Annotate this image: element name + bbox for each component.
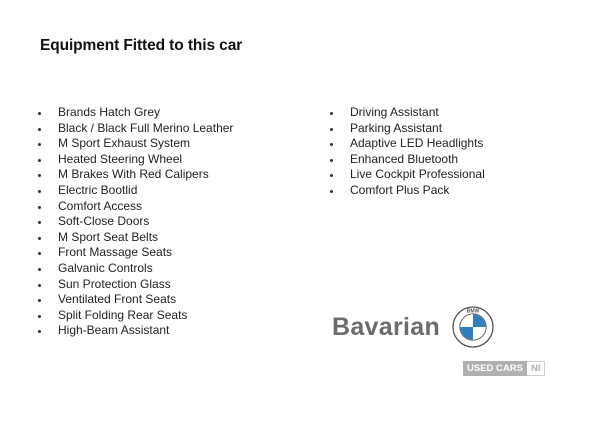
equipment-item: Comfort Access <box>38 199 233 215</box>
badge-label: USED CARS <box>463 361 527 376</box>
equipment-item: Electric Bootlid <box>38 183 233 199</box>
dealer-wordmark: Bavarian <box>332 312 441 341</box>
equipment-item: Enhanced Bluetooth <box>330 152 485 168</box>
equipment-item: Heated Steering Wheel <box>38 152 233 168</box>
equipment-item: High-Beam Assistant <box>38 323 233 339</box>
bmw-roundel-icon <box>452 306 494 348</box>
dealer-logo <box>332 306 494 348</box>
page-title: Equipment Fitted to this car <box>40 37 243 54</box>
equipment-item: Front Massage Seats <box>38 245 233 261</box>
equipment-list-right <box>330 105 485 199</box>
equipment-item: Split Folding Rear Seats <box>38 308 233 324</box>
equipment-item: Brands Hatch Grey <box>38 105 233 121</box>
equipment-list-left <box>38 105 233 339</box>
equipment-item: Parking Assistant <box>330 121 485 137</box>
equipment-item: Adaptive LED Headlights <box>330 136 485 152</box>
equipment-item: Black / Black Full Merino Leather <box>38 121 233 137</box>
equipment-item: Soft-Close Doors <box>38 214 233 230</box>
equipment-item: M Sport Exhaust System <box>38 136 233 152</box>
equipment-item: Comfort Plus Pack <box>330 183 485 199</box>
used-cars-badge <box>463 361 545 376</box>
equipment-item: Live Cockpit Professional <box>330 167 485 183</box>
roundel-letters: BMW <box>466 308 480 315</box>
equipment-item: Driving Assistant <box>330 105 485 121</box>
equipment-item: Sun Protection Glass <box>38 277 233 293</box>
equipment-item: Galvanic Controls <box>38 261 233 277</box>
badge-region: NI <box>527 361 546 376</box>
equipment-item: M Sport Seat Belts <box>38 230 233 246</box>
equipment-item: Ventilated Front Seats <box>38 292 233 308</box>
equipment-item: M Brakes With Red Calipers <box>38 167 233 183</box>
